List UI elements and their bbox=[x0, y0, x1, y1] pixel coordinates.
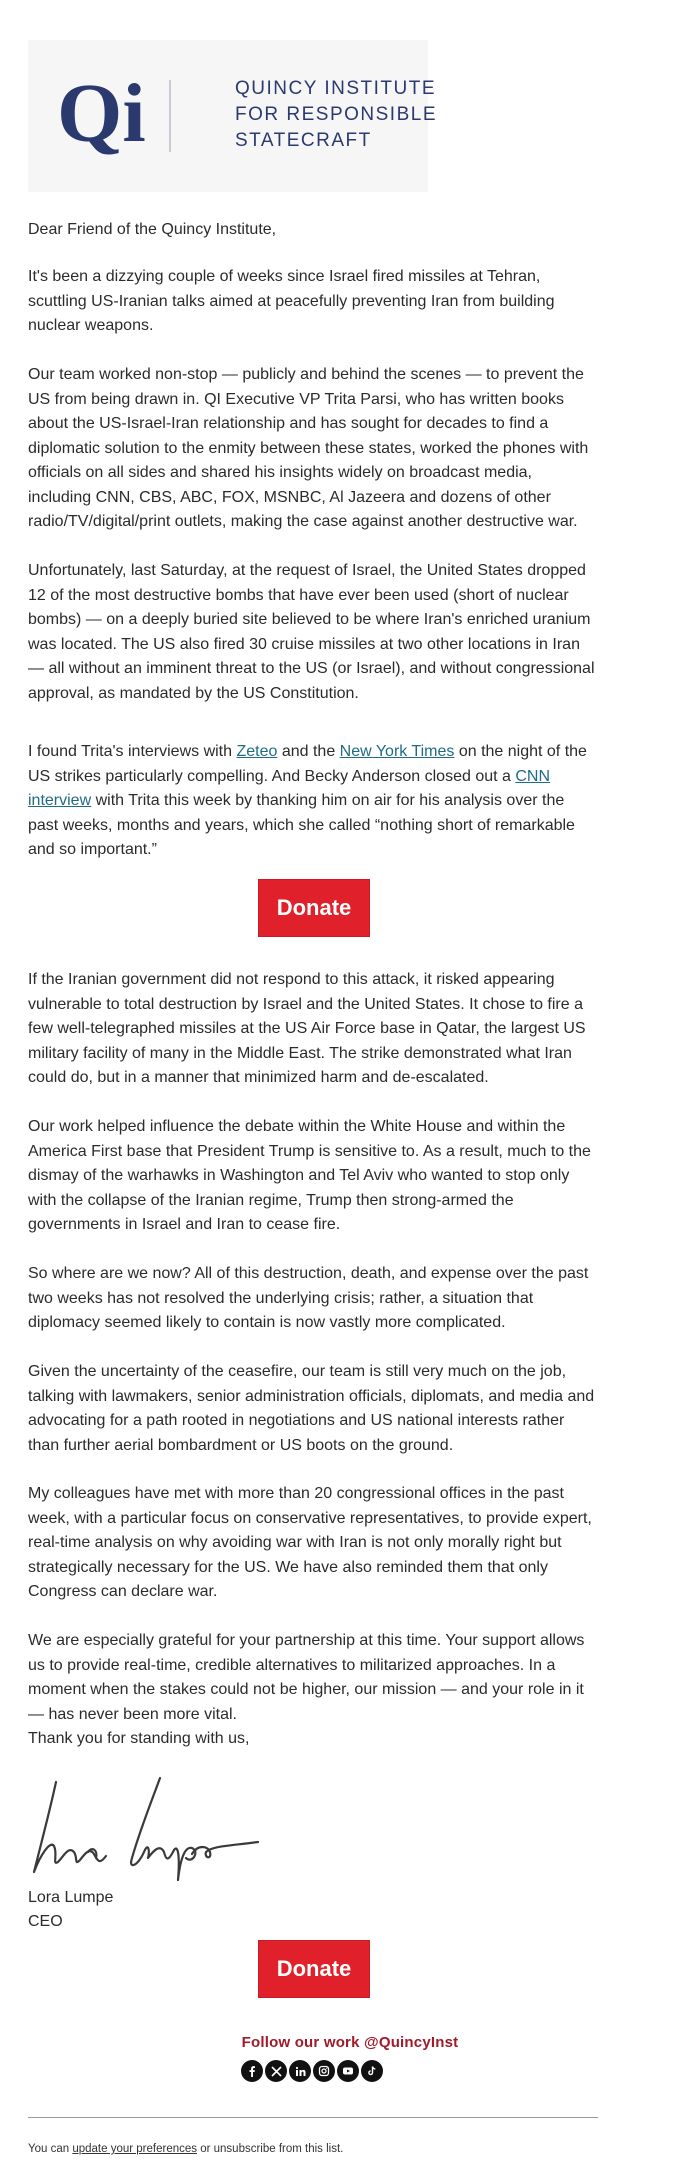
x-icon[interactable] bbox=[265, 2060, 287, 2082]
text-span: and the bbox=[277, 743, 340, 760]
zeteo-link[interactable]: Zeteo bbox=[236, 743, 278, 760]
handwritten-signature bbox=[28, 1770, 278, 1890]
paragraph: It's been a dizzying couple of weeks since Israel fired missiles at Tehran, scuttling US-Iranian talks aimed at peacefully preventing Iran from building nuclear weapons. bbox=[28, 268, 555, 334]
paragraph: Our work helped influence the debate within the White House and within the America First base that President Trump is sensitive to. As a result, much to the dismay of the warhawks in Washington and Tel Aviv who wanted to stop only with the collapse of the Iranian regime, Trump then strong-armed the governments in Israel and Iran to cease fire. bbox=[28, 1118, 591, 1233]
greeting: Dear Friend of the Quincy Institute, bbox=[28, 221, 277, 238]
facebook-icon[interactable] bbox=[241, 2060, 263, 2082]
nyt-link[interactable]: New York Times bbox=[339, 743, 455, 760]
signer-name: Lora Lumpe bbox=[28, 1889, 114, 1906]
quincy-logo bbox=[28, 40, 437, 192]
signature-image bbox=[28, 1770, 278, 1895]
social-links bbox=[241, 2060, 383, 2082]
footer-divider bbox=[28, 2117, 598, 2118]
logo-line-1: QUINCY INSTITUTE bbox=[235, 78, 436, 99]
text-span: with Trita this week by thanking him on air for his analysis over the past weeks, months and years, which she called “nothing short of remarkable and so important.” bbox=[28, 792, 575, 858]
donate-button[interactable]: Donate bbox=[258, 1940, 370, 1998]
paragraph: Unfortunately, last Saturday, at the request of Israel, the United States dropped 12 of the most destructive bombs that have ever been used (short of nuclear bombs) — on a deeply buried site believed to be where Iran's enriched uranium was located. The US also fired 30 cruise missiles at two other locations in Iran — all without an imminent threat to the US (or Israel), and without congressional approval, as mandated by the US Constitution. bbox=[28, 562, 595, 702]
paragraph: So where are we now? All of this destruction, death, and expense over the past two weeks has not resolved the underlying crisis; rather, a situation that diplomacy seemed likely to contain is now vastly more complicated. bbox=[28, 1265, 589, 1331]
text-span: I found Trita's interviews with bbox=[28, 743, 237, 760]
text-span: on the night of the US strikes particularly compelling. And Becky Anderson closed out a bbox=[28, 743, 587, 785]
youtube-icon[interactable] bbox=[337, 2060, 359, 2082]
signer-title: CEO bbox=[28, 1913, 63, 1930]
cnn-interview-link[interactable]: CNN interview bbox=[28, 767, 551, 809]
logo-line-2: FOR RESPONSIBLE bbox=[235, 104, 437, 125]
linkedin-icon[interactable] bbox=[289, 2060, 311, 2082]
interview-paragraph bbox=[28, 740, 598, 863]
closing-line: Thank you for standing with us, bbox=[28, 1730, 250, 1747]
paragraph: Given the uncertainty of the ceasefire, our team is still very much on the job, talking with lawmakers, senior administration officials, diplomats, and media and advocating for a path rooted in negotiations and US national interests rather than further aerial bombardment or US boots on the ground. bbox=[28, 1363, 595, 1454]
paragraph: If the Iranian government did not respond to this attack, it risked appearing vulnerable to total destruction by Israel and the United States. It chose to fire a few well-telegraphed missiles at the US Air Force base in Qatar, the largest US military facility of many in the Middle East. The strike demonstrated what Iran could do, but in a manner that minimized harm and de-escalated. bbox=[28, 971, 586, 1086]
logo-line-3: STATECRAFT bbox=[235, 130, 372, 151]
paragraph: My colleagues have met with more than 20 congressional offices in the past week, with a particular focus on conservative representatives, to provide expert, real-time analysis on why avoiding war with Iran is not only morally right but strategically necessary for the US. We have also reminded them that only Congress can declare war. bbox=[28, 1485, 592, 1600]
instagram-icon[interactable] bbox=[313, 2060, 335, 2082]
tiktok-icon[interactable] bbox=[361, 2060, 383, 2082]
logo-mark-text: Qi bbox=[57, 67, 146, 160]
follow-heading: Follow our work @QuincyInst bbox=[241, 2034, 459, 2051]
update-preferences-link[interactable]: update your preferences bbox=[72, 2143, 198, 2155]
paragraph: Our team worked non-stop — publicly and behind the scenes — to prevent the US from being drawn in. QI Executive VP Trita Parsi, who has written books about the US-Israel-Iran relationship and has sought for decades to find a diplomatic solution to the enmity between these states, worked the phones with officials on all sides and shared his insights widely on broadcast media, including CNN, CBS, ABC, FOX, MSNBC, Al Jazeera and dozens of other radio/TV/digital/print outlets, making the case against another destructive war. bbox=[28, 366, 589, 530]
text-span: You can bbox=[28, 2143, 73, 2155]
paragraph: We are especially grateful for your partnership at this time. Your support allows us to provide real-time, credible alternatives to militarized approaches. In a moment when the stakes could not be higher, our mission — and your role in it — has never been more vital. bbox=[28, 1632, 585, 1723]
footer-text bbox=[28, 2143, 343, 2155]
donate-button[interactable]: Donate bbox=[258, 879, 370, 937]
text-span: or unsubscribe from this list. bbox=[197, 2143, 344, 2155]
